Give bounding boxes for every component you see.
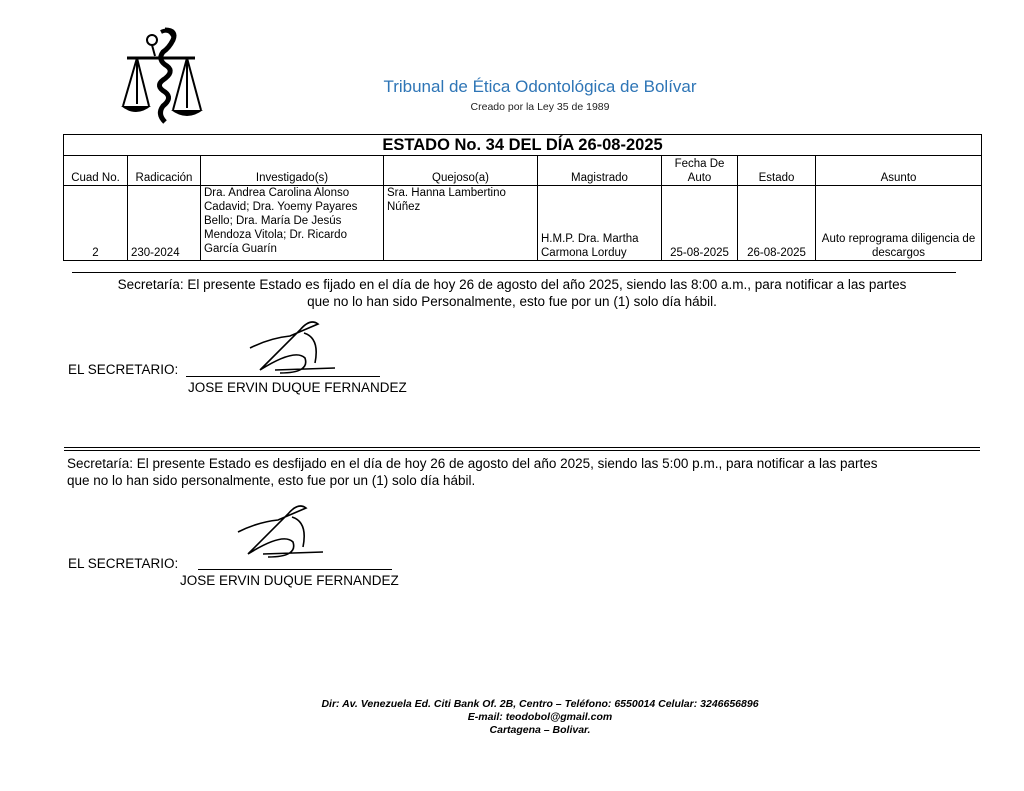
fecha-header-line2: Auto xyxy=(687,172,712,184)
column-header-radicacion: Radicación xyxy=(128,156,201,186)
desfijacion-text xyxy=(67,455,977,489)
cell-fecha-auto: 25-08-2025 xyxy=(662,186,738,261)
column-header-cuad: Cuad No. xyxy=(64,156,128,186)
desfijacion-line2: que no lo han sido personalmente, esto fue por un (1) solo día hábil. xyxy=(67,473,476,488)
estado-title: ESTADO No. 34 DEL DÍA 26-08-2025 xyxy=(64,135,982,156)
desfijacion-line1: Secretaría: El presente Estado es desfijado en el día de hoy 26 de agosto del año 2025, siendo las 5:00 p.m., para notificar a las partes xyxy=(67,456,878,471)
cell-estado: 26-08-2025 xyxy=(738,186,816,261)
table-row xyxy=(64,186,982,261)
signature-line xyxy=(198,569,392,570)
cell-radicacion: 230-2024 xyxy=(128,186,201,261)
signature-line xyxy=(186,376,380,377)
fijacion-line1: Secretaría: El presente Estado es fijado en el día de hoy 26 de agosto del año 2025, siendo las 8:00 a.m., para notificar a las partes xyxy=(117,277,907,292)
secretario-name: JOSE ERVIN DUQUE FERNANDEZ xyxy=(188,380,407,395)
signature-icon xyxy=(240,318,340,378)
signature-icon xyxy=(228,502,328,562)
footer-email: E-mail: teodobol@gmail.com xyxy=(467,711,613,723)
column-header-fecha-auto xyxy=(662,156,738,186)
column-header-estado: Estado xyxy=(738,156,816,186)
secretario-name: JOSE ERVIN DUQUE FERNANDEZ xyxy=(180,573,399,588)
cell-investigado: Dra. Andrea Carolina Alonso Cadavid; Dra. Yoemy Payares Bello; Dra. María De Jesús Mendoza Vitola; Dr. Ricardo García Guarín xyxy=(201,186,384,261)
cell-quejoso: Sra. Hanna Lambertino Núñez xyxy=(384,186,538,261)
column-header-asunto: Asunto xyxy=(816,156,982,186)
divider xyxy=(64,450,980,451)
footer-address: Dir: Av. Venezuela Ed. Citi Bank Of. 2B, Centro – Teléfono: 6550014 Celular: 3246656896 xyxy=(321,698,759,710)
cell-cuad-no: 2 xyxy=(64,186,128,261)
scales-caduceus-logo-icon xyxy=(117,26,207,126)
column-header-investigado: Investigado(s) xyxy=(201,156,384,186)
column-header-quejoso: Quejoso(a) xyxy=(384,156,538,186)
footer-city: Cartagena – Bolivar. xyxy=(489,724,591,736)
cell-asunto: Auto reprograma diligencia de descargos xyxy=(816,186,982,261)
fijacion-line2: que no lo han sido Personalmente, esto fue por un (1) solo día hábil. xyxy=(307,294,717,309)
divider xyxy=(64,447,980,448)
secretario-label: EL SECRETARIO: xyxy=(68,362,179,377)
footer xyxy=(200,698,880,737)
estado-table xyxy=(63,134,982,261)
cell-magistrado: H.M.P. Dra. Martha Carmona Lorduy xyxy=(538,186,662,261)
secretario-label: EL SECRETARIO: xyxy=(68,556,179,571)
divider xyxy=(72,272,956,273)
fijacion-text xyxy=(64,276,960,310)
fecha-header-line1: Fecha De xyxy=(674,158,725,170)
organization-title: Tribunal de Ética Odontológica de Bolívar xyxy=(383,77,697,96)
column-header-magistrado: Magistrado xyxy=(538,156,662,186)
table-header-row xyxy=(64,156,982,186)
organization-subtitle: Creado por la Ley 35 de 1989 xyxy=(470,101,610,113)
